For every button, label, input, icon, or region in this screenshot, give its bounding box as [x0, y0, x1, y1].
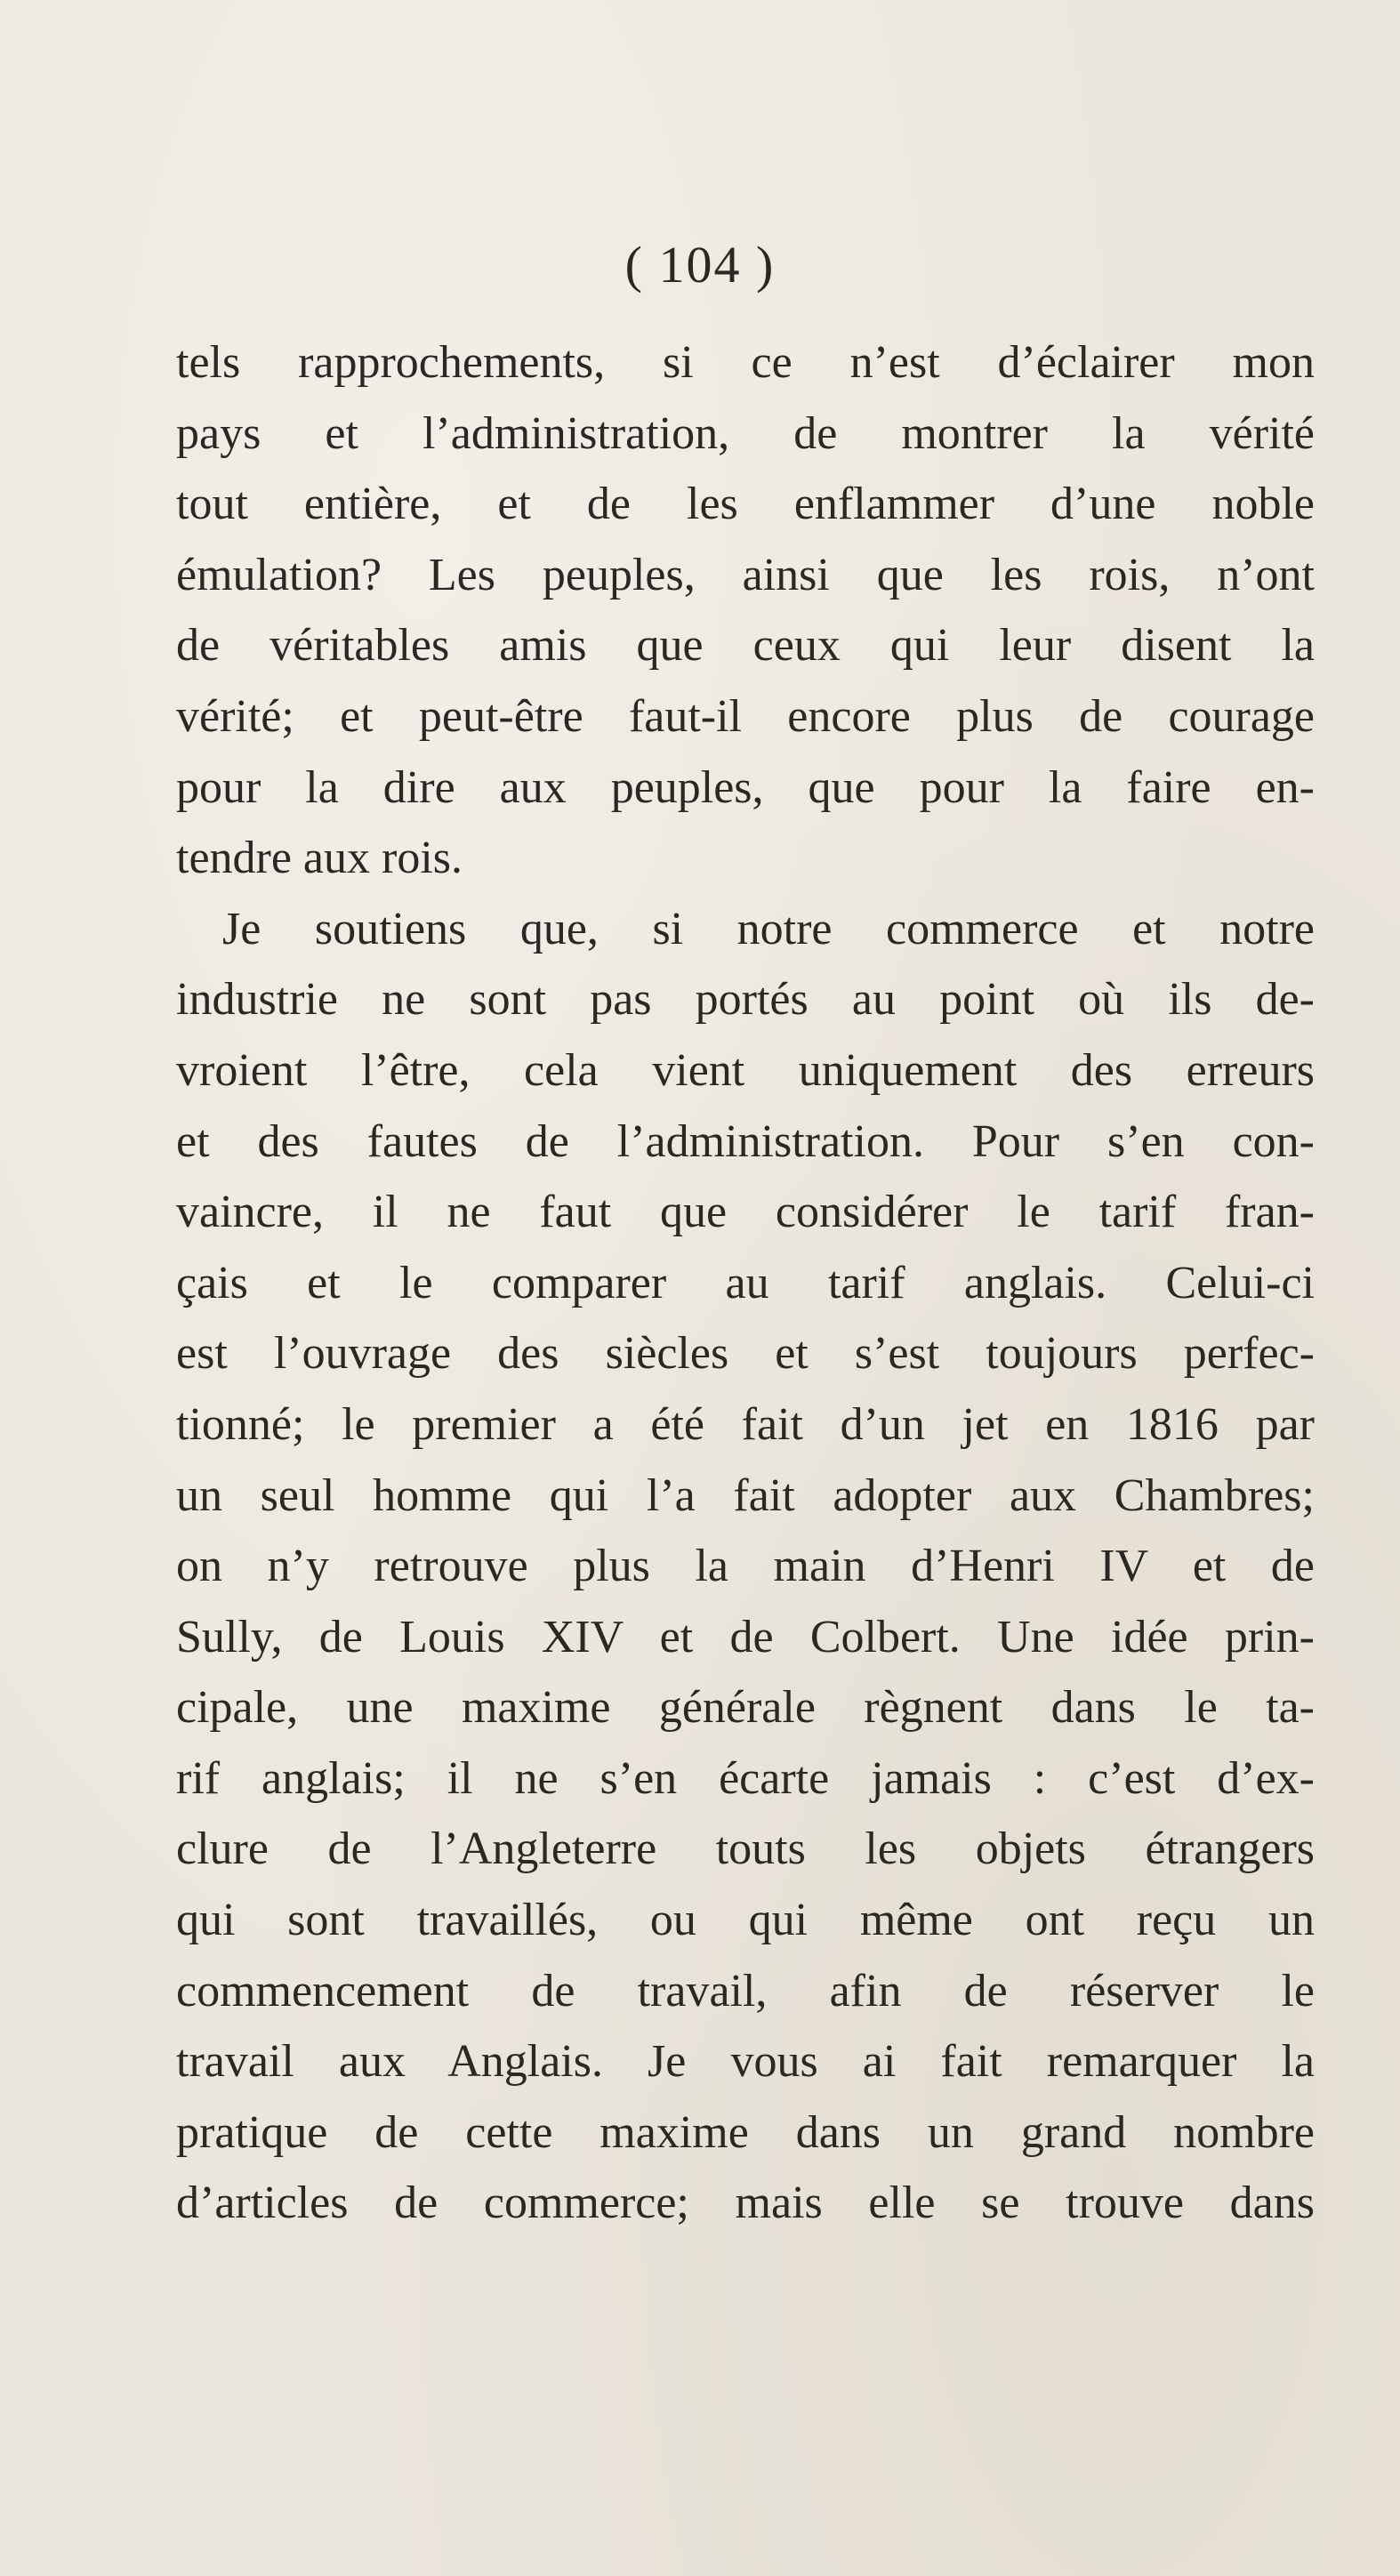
text-line: pour la dire aux peuples, que pour la faire en-	[176, 761, 1315, 813]
text-line: qui sont travaillés, ou qui même ont reçu un	[176, 1895, 1315, 1946]
text-line: tout entière, et de les enflammer d’une noble	[176, 479, 1315, 530]
text-line: cipale, une maxime générale règnent dans le ta-	[176, 1682, 1315, 1734]
text-line: émulation? Les peuples, ainsi que les rois, n’ont	[176, 549, 1315, 600]
text-line: on n’y retrouve plus la main d’Henri IV et de	[176, 1541, 1315, 1592]
text-line: et des fautes de l’administration. Pour s’en con-	[176, 1115, 1315, 1167]
text-line: clure de l’Angleterre touts les objets étrangers	[176, 1823, 1315, 1875]
text-line: de véritables amis que ceux qui leur disent la	[176, 620, 1315, 672]
text-line: vaincre, il ne faut que considérer le tarif fran-	[176, 1187, 1315, 1238]
text-line: un seul homme qui l’a fait adopter aux Chambres;	[176, 1469, 1315, 1521]
text-line: tionné; le premier a été fait d’un jet en 1816 par	[176, 1398, 1315, 1450]
text-line: Je soutiens que, si notre commerce et notre	[222, 903, 1315, 954]
text-line: Sully, de Louis XIV et de Colbert. Une idée prin-	[176, 1611, 1315, 1662]
text-line: çais et le comparer au tarif anglais. Celui-ci	[176, 1257, 1315, 1308]
text-line: d’articles de commerce; mais elle se trouve dans	[176, 2178, 1315, 2229]
body-text	[176, 327, 1315, 2239]
text-line: vroient l’être, cela vient uniquement des erreurs	[176, 1044, 1315, 1096]
text-line: tels rapprochements, si ce n’est d’éclairer mon	[176, 337, 1315, 388]
text-line: pays et l’administration, de montrer la vérité	[176, 407, 1315, 459]
text-line: commencement de travail, afin de réserver le	[176, 1965, 1315, 2017]
page-number: ( 104 )	[624, 236, 776, 294]
text-line: pratique de cette maxime dans un grand nombre	[176, 2106, 1315, 2158]
text-line: vérité; et peut-être faut-il encore plus de courage	[176, 690, 1315, 742]
text-line: industrie ne sont pas portés au point où ils de-	[176, 974, 1315, 1026]
text-line: rif anglais; il ne s’en écarte jamais : c’est d’ex-	[176, 1752, 1315, 1804]
text-line: travail aux Anglais. Je vous ai fait remarquer la	[176, 2036, 1315, 2088]
text-line: tendre aux rois.	[176, 833, 463, 884]
text-line: est l’ouvrage des siècles et s’est toujours perfec-	[176, 1328, 1315, 1380]
